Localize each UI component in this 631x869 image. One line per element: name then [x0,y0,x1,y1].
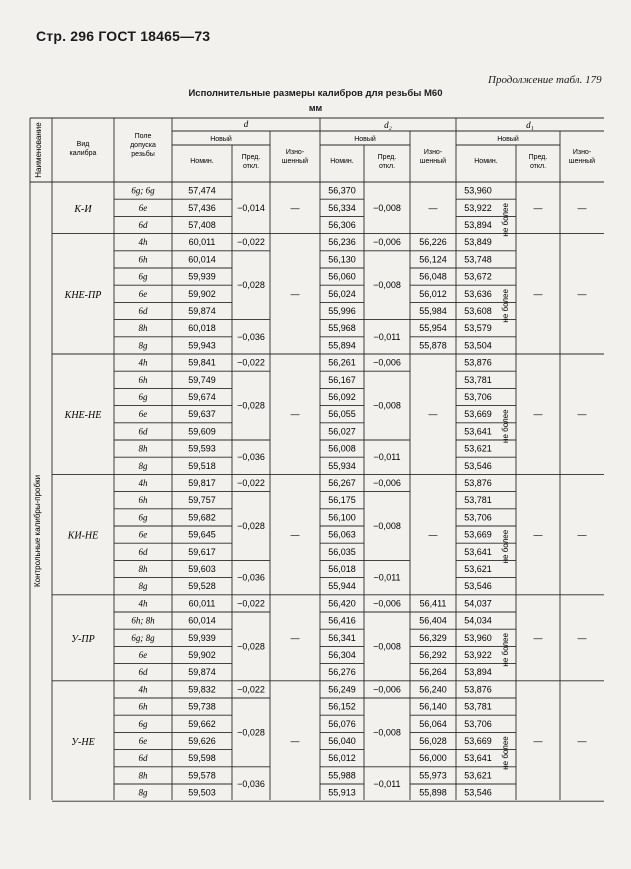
d1-deviation-dash: — [533,288,543,299]
d-nominal-cell: 59,757 [188,495,216,506]
d1-worn-dash: — [577,632,587,643]
d1-nominal-cell: 53,504 [464,340,492,351]
d2-deviation-cell: −0,006 [373,478,401,488]
d2-deviation-cell: −0,008 [373,521,401,531]
d2-nominal-cell: 56,152 [328,701,356,712]
d2-worn-dash: — [428,529,438,540]
gauge-kind: КНЕ-НЕ [64,410,102,422]
d2-nominal-cell: 55,968 [328,323,356,334]
d1-nominal-cell: 53,781 [464,374,492,385]
d2-nominal-cell: 56,236 [328,237,356,248]
d-worn-dash: — [290,288,300,299]
d-nominal-cell: 57,436 [188,202,216,213]
tolerance-cell: 6d [138,220,148,230]
d2-nominal-cell: 56,040 [328,736,356,746]
d2-deviation-cell: −0,008 [373,727,401,738]
d2-deviation-cell: −0,006 [373,237,401,248]
d1-nominal-cell: 53,894 [464,667,492,678]
d2-worn-cell: 56,240 [419,684,447,695]
d-nominal-cell: 59,609 [188,426,216,437]
d1-nominal-cell: 53,960 [464,185,492,196]
d-deviation-cell: −0,022 [237,598,265,609]
tolerance-cell: 6d [138,546,148,557]
d2-deviation-cell: −0,011 [373,572,401,583]
d1-nominal-cell: 53,781 [464,495,492,506]
d1-not-more-label: не более [501,633,510,667]
d2-worn-cell: 55,954 [419,323,447,334]
d-nominal-cell: 60,011 [188,237,216,248]
d1-nominal-cell: 53,876 [464,684,492,695]
d1-not-more-label: не более [501,409,510,443]
tolerance-cell: 6e [138,409,148,420]
d-deviation-cell: −0,028 [237,641,265,652]
d-worn-dash: — [290,736,300,746]
d2-deviation-cell: −0,011 [373,779,401,789]
nominal-header-0: Номин. [190,158,214,165]
d2-worn-cell: 56,012 [419,288,447,299]
d-nominal-cell: 59,874 [188,667,216,678]
tolerance-cell: 6e [138,202,148,213]
d2-nominal-cell: 56,024 [328,288,356,299]
d2-worn-cell: 56,404 [419,615,447,626]
d2-deviation-cell: −0,011 [373,331,401,342]
d2-nominal-cell: 56,027 [328,426,356,437]
table-title: Исполнительные размеры калибров для резьбы М60 [188,88,443,99]
d-deviation-cell: −0,028 [237,521,265,531]
d2-nominal-cell: 55,894 [328,340,356,351]
d2-deviation-cell: −0,008 [373,202,401,213]
d-nominal-cell: 59,674 [188,392,216,402]
column-d1-header: d₁ [526,120,534,130]
d-nominal-cell: 59,662 [188,718,216,729]
d2-worn-cell: 55,973 [419,770,447,781]
d2-worn-cell: 56,048 [419,271,447,282]
d2-nominal-cell: 56,060 [328,271,356,282]
tolerance-cell: 6h [138,254,148,265]
d1-nominal-cell: 53,641 [464,753,492,764]
tolerance-cell: 6d [138,426,148,437]
tolerance-cell: 8g [138,581,148,592]
d-nominal-cell: 59,518 [188,460,216,471]
d-nominal-cell: 59,738 [188,701,216,712]
tolerance-cell: 8g [138,460,148,471]
d1-nominal-cell: 53,748 [464,254,492,265]
d-nominal-cell: 59,617 [188,546,216,557]
d-nominal-cell: 59,578 [188,770,216,781]
d-nominal-cell: 59,939 [188,271,216,282]
d1-nominal-cell: 53,608 [464,306,492,316]
tolerance-cell: 4h [138,357,148,368]
d1-nominal-cell: 53,706 [464,718,492,729]
worn-header-1: шенный [419,158,447,165]
d1-deviation-dash: — [533,736,543,746]
d-deviation-cell: −0,028 [237,280,265,291]
d2-worn-cell: 56,292 [419,650,447,660]
d-nominal-cell: 59,841 [188,357,216,368]
deviation-header-1: Пред. [377,154,397,161]
d-nominal-cell: 59,637 [188,409,216,420]
d-nominal-cell: 60,014 [188,615,216,626]
d2-nominal-cell: 56,092 [328,392,356,402]
d2-worn-dash: — [428,409,438,420]
tolerance-cell: 6e [138,288,148,299]
d1-nominal-cell: 53,781 [464,701,492,712]
d2-nominal-cell: 56,100 [328,512,356,523]
d-nominal-cell: 57,474 [188,185,216,196]
d-nominal-cell: 59,528 [188,581,216,592]
d1-nominal-cell: 53,876 [464,357,492,368]
d1-nominal-cell: 53,546 [464,460,492,471]
d1-worn-dash: — [577,736,587,746]
d2-worn-cell: 56,124 [419,254,447,265]
d-deviation-cell: −0,022 [237,237,265,248]
tolerance-cell: 8h [138,770,148,781]
d2-deviation-cell: −0,008 [373,400,401,411]
tolerance-cell: 6h [138,374,148,385]
d2-nominal-cell: 56,420 [328,598,356,609]
deviation-header-0: откл. [242,163,260,170]
tolerance-cell: 6g [138,718,148,729]
worn-header-0: Изно- [285,149,305,156]
d1-not-more-label: не более [501,203,510,237]
d1-not-more-label: не более [501,289,510,323]
column-kind-header: калибра [69,150,97,157]
group-label-vertical: Контрольные калибры-пробки [33,474,42,588]
d2-worn-cell: 55,878 [419,340,447,351]
column-d-header: d [243,119,249,129]
d-nominal-cell: 59,749 [188,374,216,385]
deviation-header-0: Пред. [241,154,261,161]
nominal-header-2: Номин. [474,158,498,165]
d1-nominal-cell: 53,960 [464,632,492,643]
d2-nominal-cell: 55,996 [328,306,356,316]
tolerance-cell: 4h [138,598,148,609]
d2-deviation-cell: −0,011 [373,452,401,463]
d1-nominal-cell: 53,636 [464,288,492,299]
d1-nominal-cell: 53,621 [464,770,492,781]
d2-deviation-cell: −0,006 [373,357,401,368]
unit-label: мм [308,103,323,113]
d-nominal-cell: 59,832 [188,684,216,695]
d-nominal-cell: 60,014 [188,254,216,265]
d2-nominal-cell: 56,416 [328,615,356,626]
tolerance-cell: 6d [138,306,148,316]
d2-worn-cell: 55,898 [419,787,447,798]
d-deviation-cell: −0,036 [237,572,265,583]
d1-nominal-cell: 53,876 [464,478,492,488]
d-deviation-cell: −0,036 [237,331,265,342]
d2-nominal-cell: 56,130 [328,254,356,265]
d-deviation-cell: −0,036 [237,452,265,463]
deviation-header-2: Пред. [528,154,548,161]
d2-nominal-cell: 56,063 [328,529,356,540]
column-d2-header: d₂ [384,120,392,130]
deviation-header-1: откл. [378,163,396,170]
d1-deviation-dash: — [533,632,543,643]
d2-worn-cell: 56,411 [419,598,447,609]
gauge-kind: К-И [74,203,92,215]
d1-not-more-label: не более [501,736,510,770]
d-deviation-cell: −0,028 [237,727,265,738]
d-nominal-cell: 59,817 [188,478,216,488]
d2-nominal-cell: 56,370 [328,185,356,196]
d2-nominal-cell: 56,249 [328,684,356,695]
d-nominal-cell: 59,645 [188,529,216,540]
d1-nominal-cell: 53,706 [464,512,492,523]
d2-nominal-cell: 55,944 [328,581,356,592]
tolerance-cell: 6e [138,650,148,660]
d2-worn-cell: 55,984 [419,306,447,316]
continuation-label: Продолжение табл. 179 [488,74,602,86]
d-nominal-cell: 59,626 [188,736,216,746]
d-nominal-cell: 59,503 [188,787,216,798]
tolerance-cell: 8g [138,340,148,351]
nominal-header-1: Номин. [330,158,354,165]
d2-nominal-cell: 55,913 [328,787,356,798]
gauge-kind: У-НЕ [71,737,95,748]
column-kind-header: Вид [76,141,90,148]
tolerance-cell: 8h [138,564,148,574]
d1-worn-dash: — [577,529,587,540]
tolerance-cell: 6h; 8h [131,615,155,626]
d-nominal-cell: 57,408 [188,220,216,230]
gauge-kind: КИ-НЕ [67,530,99,542]
tolerance-cell: 6g [138,271,148,282]
tolerance-cell: 6g; 6g [131,185,155,196]
d1-deviation-dash: — [533,202,543,213]
d-nominal-cell: 59,682 [188,512,216,523]
deviation-header-2: откл. [529,163,547,170]
d1-nominal-cell: 53,849 [464,237,492,248]
tolerance-cell: 6d [138,753,148,764]
d-deviation-cell: −0,022 [237,478,265,488]
tolerance-cell: 6e [138,529,148,540]
d2-nominal-cell: 56,076 [328,718,356,729]
d1-nominal-cell: 53,669 [464,409,492,420]
d2-nominal-cell: 56,167 [328,374,356,385]
d2-worn-cell: 56,329 [419,632,447,643]
d2-deviation-cell: −0,006 [373,598,401,609]
d2-deviation-cell: −0,008 [373,280,401,291]
d1-nominal-cell: 53,621 [464,443,492,454]
d2-nominal-cell: 56,018 [328,564,356,574]
d2-worn-cell: 56,140 [419,701,447,712]
d-nominal-cell: 59,874 [188,306,216,316]
d2-nominal-cell: 56,304 [328,650,356,660]
d1-nominal-cell: 53,579 [464,323,492,334]
d2-nominal-cell: 56,055 [328,409,356,420]
column-tolerance-header: допуска [130,142,156,149]
d1-nominal-cell: 53,546 [464,787,492,798]
d1-nominal-cell: 53,894 [464,220,492,230]
d2-nominal-cell: 55,988 [328,770,356,781]
worn-header-1: Изно- [423,149,443,156]
d-deviation-cell: −0,022 [237,684,265,695]
d-nominal-cell: 59,598 [188,753,216,764]
d1-nominal-cell: 53,922 [464,650,492,660]
d-deviation-cell: −0,022 [237,357,265,368]
d-nominal-cell: 59,939 [188,632,216,643]
gauge-kind: КНЕ-ПР [64,289,102,301]
tolerance-cell: 8h [138,323,148,334]
d-deviation-cell: −0,014 [237,202,265,213]
page-header: Стр. 296 ГОСТ 18465—73 [36,28,211,44]
tolerance-cell: 4h [138,684,148,695]
column-name-header: Наименование [34,122,43,178]
d-nominal-cell: 60,018 [188,323,216,334]
d1-nominal-cell: 53,641 [464,426,492,437]
tolerance-cell: 6g [138,392,148,402]
gauge-kind: У-ПР [71,633,95,645]
d2-worn-cell: 56,264 [419,667,447,678]
d2-nominal-cell: 56,341 [328,632,356,643]
d1-worn-dash: — [577,409,587,420]
d1-nominal-cell: 53,621 [464,564,492,574]
d2-worn-cell: 56,000 [419,753,447,764]
d1-deviation-dash: — [533,529,543,540]
new-header-d: Новый [210,136,232,143]
d2-nominal-cell: 56,008 [328,443,356,454]
d-nominal-cell: 59,593 [188,443,216,454]
tolerance-cell: 6h [138,495,148,506]
d2-nominal-cell: 56,012 [328,753,356,764]
tolerance-cell: 6h [138,701,148,712]
tolerance-cell: 6d [138,667,148,678]
d1-not-more-label: не более [501,529,510,564]
tolerance-cell: 8g [138,787,148,798]
d1-nominal-cell: 54,034 [464,615,492,626]
tolerance-cell: 6g; 8g [131,632,155,643]
d2-deviation-cell: −0,008 [373,641,401,652]
d2-nominal-cell: 56,267 [328,478,356,488]
d-worn-dash: — [290,529,300,540]
d2-nominal-cell: 55,934 [328,460,356,471]
d-deviation-cell: −0,028 [237,400,265,411]
d-nominal-cell: 59,902 [188,288,216,299]
column-tolerance-header: Поле [134,133,152,140]
d1-nominal-cell: 53,669 [464,736,492,746]
d1-worn-dash: — [577,202,587,213]
d2-nominal-cell: 56,276 [328,667,356,678]
d2-worn-cell: 56,226 [419,237,447,248]
tolerance-cell: 6e [138,736,148,746]
d-nominal-cell: 59,603 [188,564,216,574]
d1-nominal-cell: 53,669 [464,529,492,540]
d1-nominal-cell: 53,641 [464,546,492,557]
tolerance-cell: 6g [138,512,148,523]
new-header-d2: Новый [354,136,376,143]
d2-worn-dash: — [428,202,438,213]
d-nominal-cell: 60,011 [188,598,216,609]
d2-worn-cell: 56,064 [419,718,447,729]
worn-header-2: шенный [568,158,596,165]
d2-nominal-cell: 56,175 [328,495,356,506]
d1-nominal-cell: 54,037 [464,598,492,609]
d2-worn-cell: 56,028 [419,736,447,746]
d1-nominal-cell: 53,706 [464,392,492,402]
d-worn-dash: — [290,202,300,213]
tolerance-cell: 8h [138,443,148,454]
d1-deviation-dash: — [533,409,543,420]
d-worn-dash: — [290,632,300,643]
d1-worn-dash: — [577,288,587,299]
new-header-d1: Новый [497,136,519,143]
worn-header-0: шенный [281,158,309,165]
d-nominal-cell: 59,902 [188,650,216,660]
column-tolerance-header: резьбы [131,151,155,158]
tolerance-cell: 4h [138,237,148,248]
d2-nominal-cell: 56,306 [328,220,356,230]
d2-nominal-cell: 56,334 [328,202,356,213]
d2-nominal-cell: 56,261 [328,357,356,368]
d1-nominal-cell: 53,672 [464,271,492,282]
worn-header-2: Изно- [572,149,592,156]
tolerance-cell: 4h [138,478,148,488]
d-worn-dash: — [290,409,300,420]
d1-nominal-cell: 53,546 [464,581,492,592]
d2-deviation-cell: −0,006 [373,684,401,695]
d-deviation-cell: −0,036 [237,779,265,789]
d-nominal-cell: 59,943 [188,340,216,351]
d1-nominal-cell: 53,922 [464,202,492,213]
d2-nominal-cell: 56,035 [328,546,356,557]
